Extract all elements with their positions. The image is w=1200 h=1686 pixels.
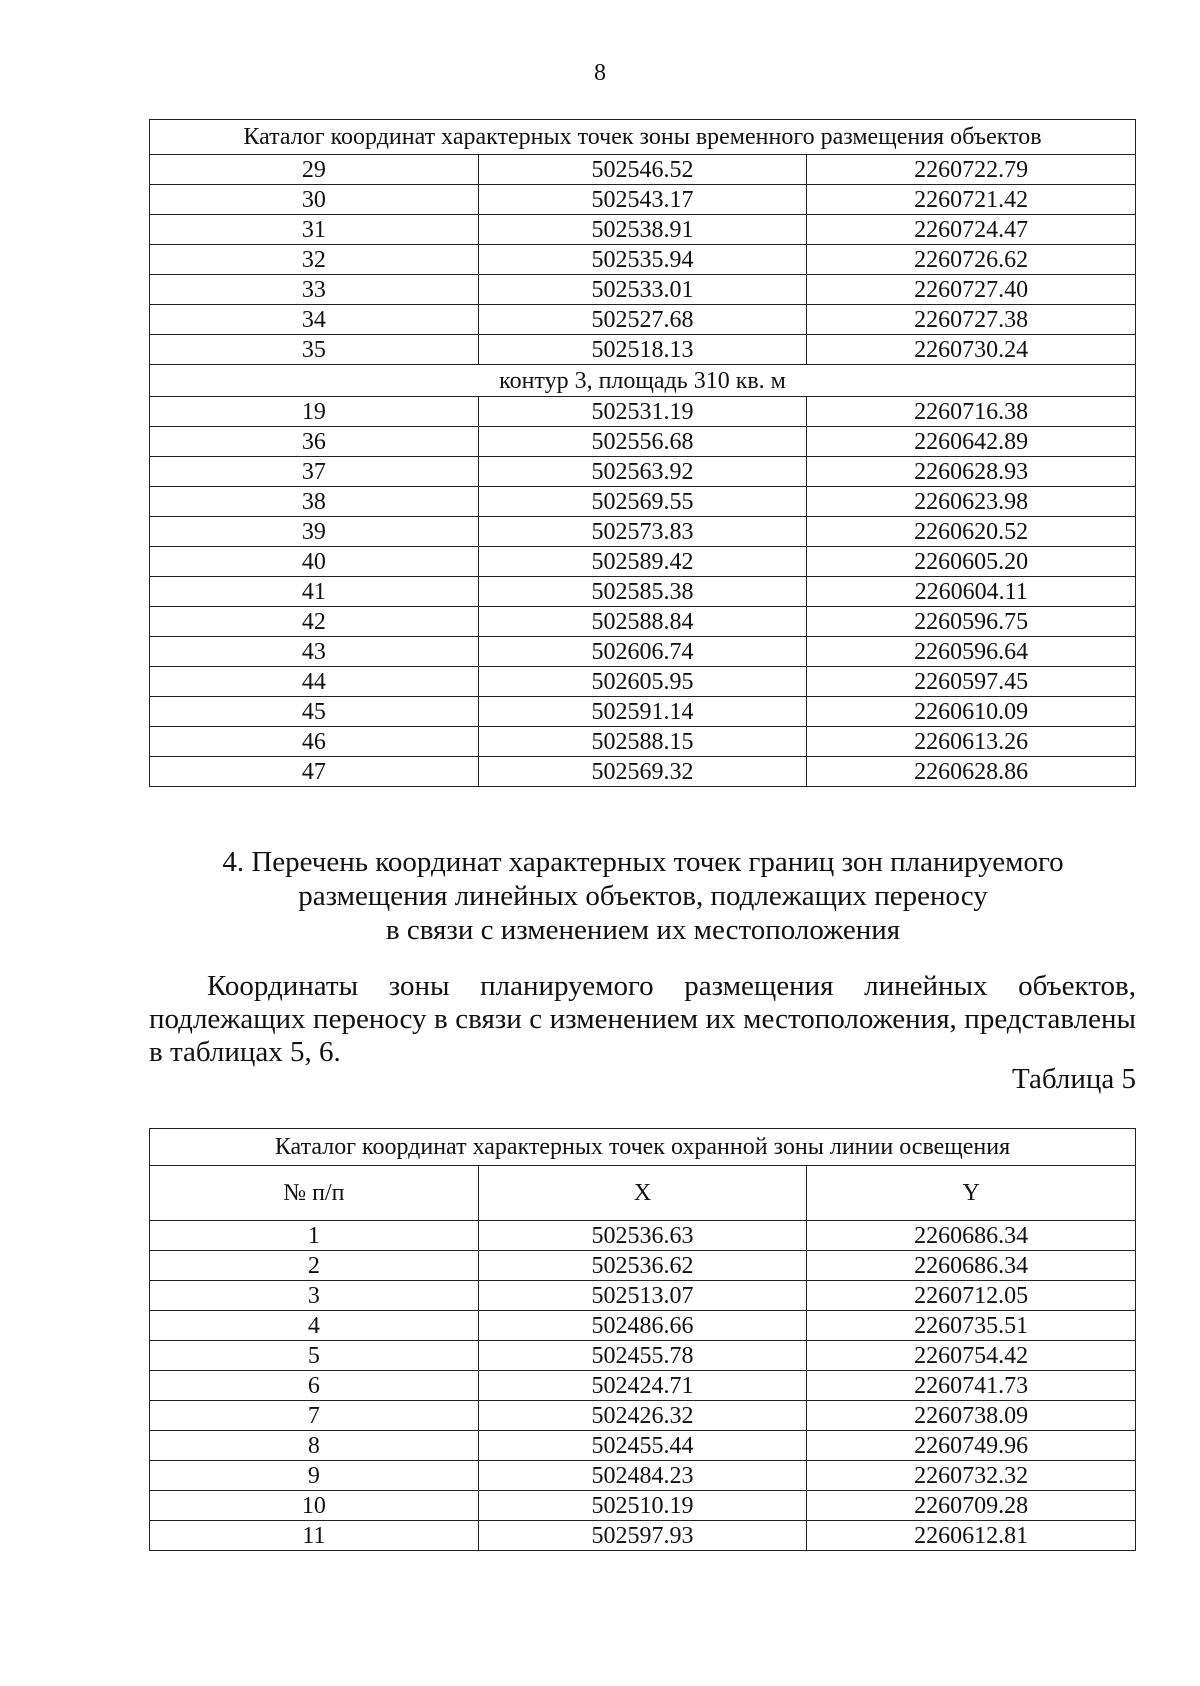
x-coordinate-cell: 502597.93 — [478, 1521, 807, 1551]
contour-row — [150, 365, 1136, 397]
point-number-cell: 32 — [150, 245, 479, 275]
point-number-cell: 11 — [150, 1521, 479, 1551]
x-coordinate-cell: 502591.14 — [478, 697, 807, 727]
x-coordinate-cell: 502527.68 — [478, 305, 807, 335]
table-header-row — [150, 1166, 1136, 1221]
table-row — [150, 335, 1136, 365]
point-number-cell: 41 — [150, 577, 479, 607]
y-coordinate-cell: 2260722.79 — [807, 155, 1136, 185]
x-coordinate-cell: 502536.63 — [478, 1221, 807, 1251]
column-header-x: X — [478, 1166, 807, 1221]
y-coordinate-cell: 2260596.75 — [807, 607, 1136, 637]
x-coordinate-cell: 502546.52 — [478, 155, 807, 185]
x-coordinate-cell: 502605.95 — [478, 667, 807, 697]
x-coordinate-cell: 502486.66 — [478, 1311, 807, 1341]
point-number-cell: 47 — [150, 757, 479, 787]
table-row — [150, 1521, 1136, 1551]
point-number-cell: 6 — [150, 1371, 479, 1401]
table-row — [150, 1221, 1136, 1251]
y-coordinate-cell: 2260628.93 — [807, 457, 1136, 487]
x-coordinate-cell: 502513.07 — [478, 1281, 807, 1311]
table-row — [150, 727, 1136, 757]
y-coordinate-cell: 2260613.26 — [807, 727, 1136, 757]
x-coordinate-cell: 502531.19 — [478, 397, 807, 427]
table-row — [150, 697, 1136, 727]
table-row — [150, 1281, 1136, 1311]
y-coordinate-cell: 2260623.98 — [807, 487, 1136, 517]
paragraph-line: в таблицах 5, 6. — [149, 1036, 341, 1068]
y-coordinate-cell: 2260726.62 — [807, 245, 1136, 275]
point-number-cell: 7 — [150, 1401, 479, 1431]
table-row — [150, 397, 1136, 427]
point-number-cell: 39 — [150, 517, 479, 547]
y-coordinate-cell: 2260642.89 — [807, 427, 1136, 457]
x-coordinate-cell: 502484.23 — [478, 1461, 807, 1491]
y-coordinate-cell: 2260628.86 — [807, 757, 1136, 787]
y-coordinate-cell: 2260730.24 — [807, 335, 1136, 365]
table-row — [150, 607, 1136, 637]
table-row — [150, 667, 1136, 697]
point-number-cell: 43 — [150, 637, 479, 667]
x-coordinate-cell: 502536.62 — [478, 1251, 807, 1281]
x-coordinate-cell: 502556.68 — [478, 427, 807, 457]
table-row — [150, 1431, 1136, 1461]
table-row — [150, 245, 1136, 275]
y-coordinate-cell: 2260597.45 — [807, 667, 1136, 697]
table-row — [150, 577, 1136, 607]
y-coordinate-cell: 2260721.42 — [807, 185, 1136, 215]
table-row — [150, 305, 1136, 335]
table-row — [150, 215, 1136, 245]
point-number-cell: 35 — [150, 335, 479, 365]
table-row — [150, 517, 1136, 547]
x-coordinate-cell: 502455.44 — [478, 1431, 807, 1461]
table-row — [150, 1401, 1136, 1431]
point-number-cell: 40 — [150, 547, 479, 577]
y-coordinate-cell: 2260741.73 — [807, 1371, 1136, 1401]
page-number: 8 — [594, 60, 606, 86]
table-row — [150, 487, 1136, 517]
point-number-cell: 9 — [150, 1461, 479, 1491]
table-row — [150, 427, 1136, 457]
point-number-cell: 8 — [150, 1431, 479, 1461]
y-coordinate-cell: 2260738.09 — [807, 1401, 1136, 1431]
y-coordinate-cell: 2260686.34 — [807, 1221, 1136, 1251]
point-number-cell: 4 — [150, 1311, 479, 1341]
section-heading-line: в связи с изменением их местоположения — [385, 914, 901, 946]
point-number-cell: 42 — [150, 607, 479, 637]
point-number-cell: 10 — [150, 1491, 479, 1521]
x-coordinate-cell: 502569.32 — [478, 757, 807, 787]
x-coordinate-cell: 502426.32 — [478, 1401, 807, 1431]
y-coordinate-cell: 2260610.09 — [807, 697, 1136, 727]
table-row — [150, 1461, 1136, 1491]
table-row — [150, 155, 1136, 185]
point-number-cell: 37 — [150, 457, 479, 487]
table-row — [150, 275, 1136, 305]
x-coordinate-cell: 502424.71 — [478, 1371, 807, 1401]
point-number-cell: 29 — [150, 155, 479, 185]
point-number-cell: 38 — [150, 487, 479, 517]
x-coordinate-cell: 502538.91 — [478, 215, 807, 245]
table-row — [150, 1491, 1136, 1521]
table-row — [150, 1371, 1136, 1401]
column-header-number: № п/п — [150, 1166, 479, 1221]
column-header-y: Y — [807, 1166, 1136, 1221]
table-label: Таблица 5 — [1011, 1063, 1136, 1095]
coordinates-table-temporary-zone — [149, 119, 1136, 787]
section-heading-line: размещения линейных объектов, подлежащих переносу — [298, 880, 988, 912]
point-number-cell: 34 — [150, 305, 479, 335]
contour-label: контур 3, площадь 310 кв. м — [150, 365, 1136, 397]
y-coordinate-cell: 2260604.11 — [807, 577, 1136, 607]
point-number-cell: 33 — [150, 275, 479, 305]
x-coordinate-cell: 502588.15 — [478, 727, 807, 757]
x-coordinate-cell: 502588.84 — [478, 607, 807, 637]
point-number-cell: 1 — [150, 1221, 479, 1251]
y-coordinate-cell: 2260727.40 — [807, 275, 1136, 305]
table-row — [150, 1311, 1136, 1341]
table-row — [150, 185, 1136, 215]
point-number-cell: 44 — [150, 667, 479, 697]
paragraph-line: подлежащих переносу в связи с изменением их местоположения, представлены — [149, 1003, 1136, 1035]
y-coordinate-cell: 2260724.47 — [807, 215, 1136, 245]
y-coordinate-cell: 2260596.64 — [807, 637, 1136, 667]
x-coordinate-cell: 502585.38 — [478, 577, 807, 607]
x-coordinate-cell: 502455.78 — [478, 1341, 807, 1371]
point-number-cell: 30 — [150, 185, 479, 215]
table-row — [150, 457, 1136, 487]
table-caption: Каталог координат характерных точек охранной зоны линии освещения — [150, 1129, 1136, 1166]
x-coordinate-cell: 502510.19 — [478, 1491, 807, 1521]
body-paragraph — [149, 970, 1136, 1069]
x-coordinate-cell: 502535.94 — [478, 245, 807, 275]
y-coordinate-cell: 2260605.20 — [807, 547, 1136, 577]
section-heading — [150, 845, 1136, 947]
y-coordinate-cell: 2260754.42 — [807, 1341, 1136, 1371]
table-caption: Каталог координат характерных точек зоны временного размещения объектов — [150, 120, 1136, 155]
coordinates-table-lighting-line — [149, 1128, 1136, 1551]
table-row — [150, 1251, 1136, 1281]
x-coordinate-cell: 502569.55 — [478, 487, 807, 517]
x-coordinate-cell: 502606.74 — [478, 637, 807, 667]
x-coordinate-cell: 502543.17 — [478, 185, 807, 215]
table-row — [150, 757, 1136, 787]
point-number-cell: 3 — [150, 1281, 479, 1311]
y-coordinate-cell: 2260727.38 — [807, 305, 1136, 335]
point-number-cell: 31 — [150, 215, 479, 245]
point-number-cell: 19 — [150, 397, 479, 427]
point-number-cell: 2 — [150, 1251, 479, 1281]
point-number-cell: 46 — [150, 727, 479, 757]
point-number-cell: 45 — [150, 697, 479, 727]
x-coordinate-cell: 502589.42 — [478, 547, 807, 577]
table-row — [150, 1341, 1136, 1371]
y-coordinate-cell: 2260612.81 — [807, 1521, 1136, 1551]
y-coordinate-cell: 2260712.05 — [807, 1281, 1136, 1311]
y-coordinate-cell: 2260686.34 — [807, 1251, 1136, 1281]
point-number-cell: 36 — [150, 427, 479, 457]
table-caption-row — [150, 120, 1136, 155]
y-coordinate-cell: 2260620.52 — [807, 517, 1136, 547]
x-coordinate-cell: 502563.92 — [478, 457, 807, 487]
table-row — [150, 637, 1136, 667]
table-row — [150, 547, 1136, 577]
y-coordinate-cell: 2260716.38 — [807, 397, 1136, 427]
section-heading-line: 4. Перечень координат характерных точек границ зон планируемого — [222, 846, 1064, 878]
x-coordinate-cell: 502518.13 — [478, 335, 807, 365]
x-coordinate-cell: 502573.83 — [478, 517, 807, 547]
y-coordinate-cell: 2260749.96 — [807, 1431, 1136, 1461]
y-coordinate-cell: 2260735.51 — [807, 1311, 1136, 1341]
x-coordinate-cell: 502533.01 — [478, 275, 807, 305]
y-coordinate-cell: 2260732.32 — [807, 1461, 1136, 1491]
table-caption-row — [150, 1129, 1136, 1166]
point-number-cell: 5 — [150, 1341, 479, 1371]
y-coordinate-cell: 2260709.28 — [807, 1491, 1136, 1521]
paragraph-line: Координаты зоны планируемого размещения линейных объектов, — [207, 970, 1136, 1002]
